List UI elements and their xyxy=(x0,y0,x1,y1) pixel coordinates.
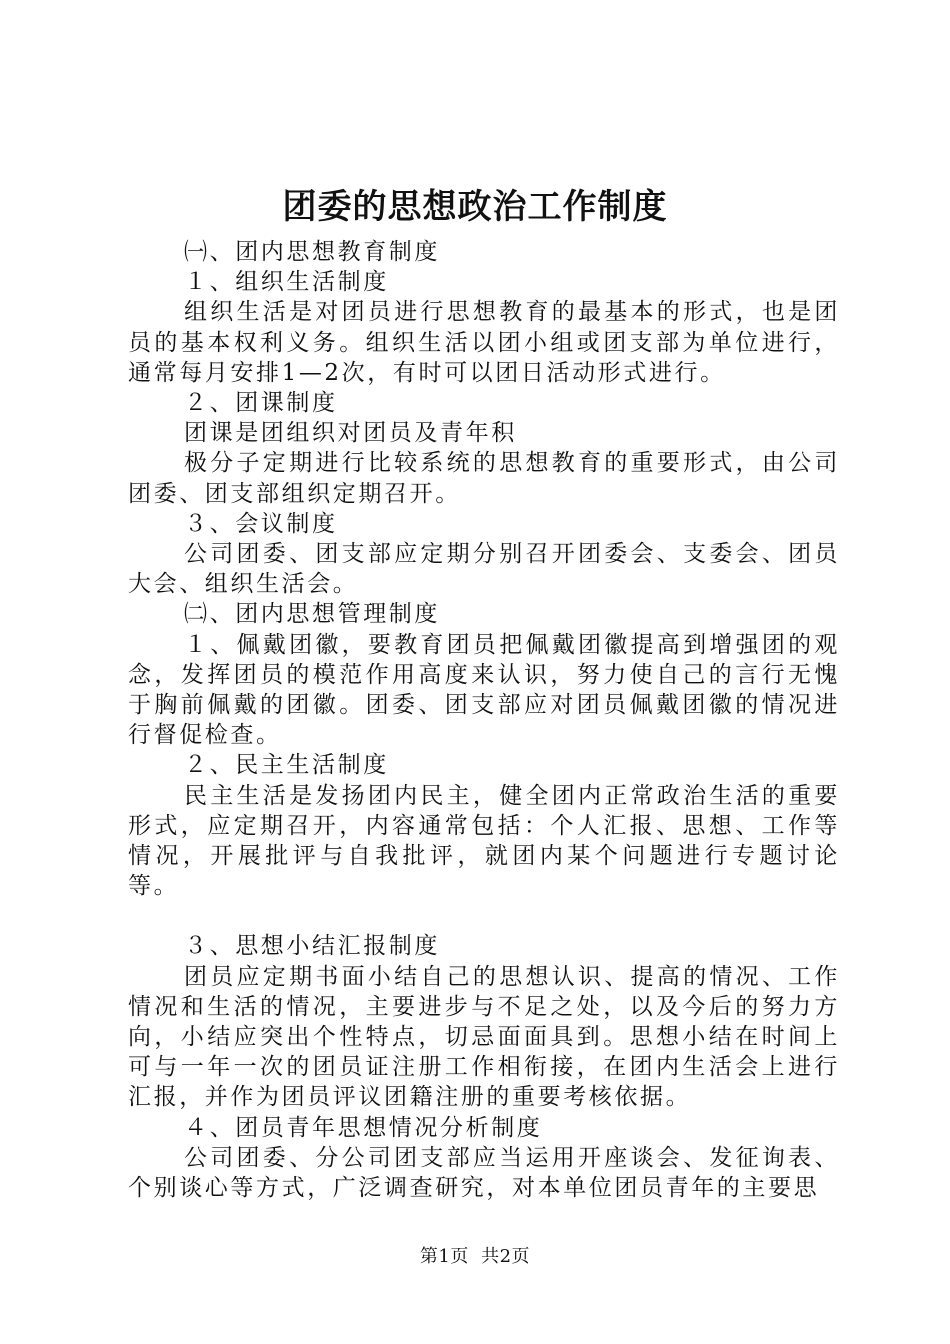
paragraph: 公司团委、分公司团支部应当运用开座谈会、发征询表、个别谈心等方式，广泛调查研究，对本单位团员青年的主要思 xyxy=(128,1144,840,1202)
paragraph: 民主生活是发扬团内民主，健全团内正常政治生活的重要形式，应定期召开，内容通常包括：个人汇报、思想、工作等情况，开展批评与自我批评，就团内某个问题进行专题讨论等。 xyxy=(128,782,840,900)
subsection-heading-1-2: ２、团课制度 xyxy=(184,390,338,417)
page-total: 共2页 xyxy=(481,1246,531,1267)
paragraph-gap xyxy=(128,901,840,931)
document-body xyxy=(128,237,840,1203)
section-heading-2: ㈡、团内思想管理制度 xyxy=(184,601,440,628)
paragraph: 公司团委、团支部应定期分别召开团委会、支委会、团员大会、组织生活会。 xyxy=(128,541,840,598)
paragraph: 组织生活是对团员进行思想教育的最基本的形式，也是团员的基本权利义务。组织生活以团小组或团支部为单位进行，通常每月安排1—2次，有时可以团日活动形式进行。 xyxy=(128,299,840,386)
section-heading-1: ㈠、团内思想教育制度 xyxy=(184,239,440,265)
paragraph: 团课是团组织对团员及青年积 xyxy=(184,420,517,447)
subsection-heading-2-3: ３、思想小结汇报制度 xyxy=(184,933,440,960)
paragraph: 极分子定期进行比较系统的思想教育的重要形式，由公司团委、团支部组织定期召开。 xyxy=(128,450,840,507)
subsection-heading-1-3: ３、会议制度 xyxy=(184,510,338,537)
paragraph: 团员应定期书面小结自己的思想认识、提高的情况、工作情况和生活的情况，主要进步与不足之处，以及今后的努力方向，小结应突出个性特点，切忌面面具到。思想小结在时间上可与一年一次的团员证注册工作相衔接，在团内生活会上进行汇报，并作为团员评议团籍注册的重要考核依据。 xyxy=(128,963,840,1111)
page-number: 第1页 xyxy=(419,1246,469,1267)
paragraph: １、佩戴团徽，要教育团员把佩戴团徽提高到增强团的观念，发挥团员的模范作用高度来认识，努力使自己的言行无愧于胸前佩戴的团徽。团委、团支部应对团员佩戴团徽的情况进行督促检查。 xyxy=(128,631,840,749)
subsection-heading-2-4: ４、团员青年思想情况分析制度 xyxy=(184,1114,543,1141)
page-footer xyxy=(0,1245,950,1269)
document-title: 团委的思想政治工作制度 xyxy=(282,187,668,227)
subsection-heading-1-1: １、组织生活制度 xyxy=(184,269,389,296)
subsection-heading-2-2: ２、民主生活制度 xyxy=(184,752,389,779)
